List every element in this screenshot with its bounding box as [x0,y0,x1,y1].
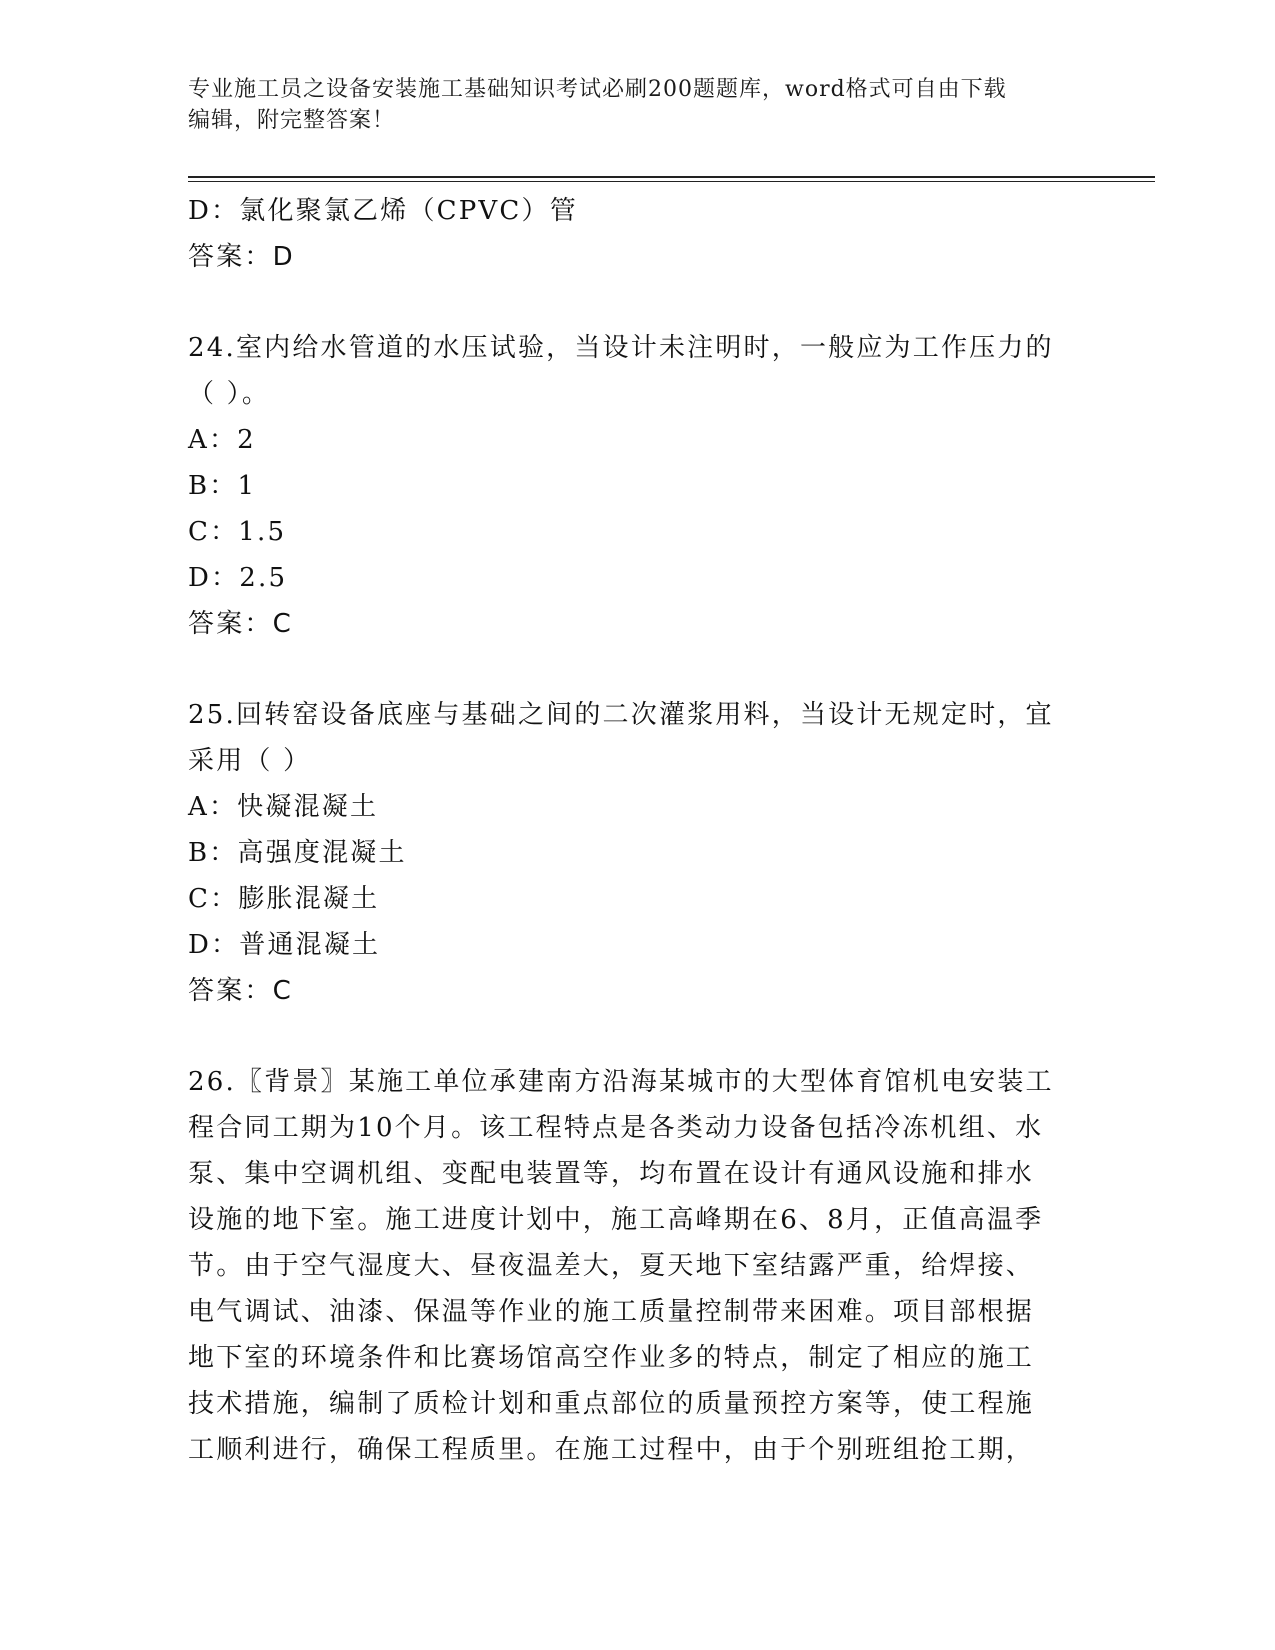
answer: 答案：C [188,609,293,639]
question-26 [188,1059,1088,1473]
header-rule-thin [188,181,1155,182]
question-stem-line: 24.室内给水管道的水压试验，当设计未注明时，一般应为工作压力的 [188,333,1054,363]
option-a: A：快凝混凝土 [188,792,379,822]
paragraph-line: 地下室的环境条件和比赛场馆高空作业多的特点，制定了相应的施工 [188,1343,1035,1373]
previous-question-tail [188,188,1088,280]
option-a: A：2 [188,425,256,455]
answer: 答案：D [188,242,295,272]
question-stem-line: 25.回转窑设备底座与基础之间的二次灌浆用料，当设计无规定时，宜 [188,700,1054,730]
spacer [188,280,1088,325]
option-d: D：2.5 [188,563,288,593]
header-line-1: 专业施工员之设备安装施工基础知识考试必刷200题题库，word格式可自由下载 [188,77,1007,102]
paragraph-line: 技术措施，编制了质检计划和重点部位的质量预控方案等，使工程施 [188,1389,1035,1419]
paragraph-line: 节。由于空气湿度大、昼夜温差大，夏天地下室结露严重，给焊接、 [188,1251,1035,1281]
option-c: C：1.5 [188,517,287,547]
paragraph-line: 泵、集中空调机组、变配电装置等，均布置在设计有通风设施和排水 [188,1159,1035,1189]
paragraph-line: 设施的地下室。施工进度计划中，施工高峰期在6、8月，正值高温季 [188,1205,1044,1235]
option-c: C：膨胀混凝土 [188,884,380,914]
question-stem-line: （ ）。 [188,379,271,409]
paragraph-line: 程合同工期为10个月。该工程特点是各类动力设备包括冷冻机组、水 [188,1113,1044,1143]
paragraph-line: 工顺利进行，确保工程质里。在施工过程中，由于个别班组抢工期， [188,1435,1035,1465]
paragraph-line: 26.〖背景〗某施工单位承建南方沿海某城市的大型体育馆机电安装工 [188,1067,1054,1097]
option-b: B：高强度混凝土 [188,838,407,868]
answer: 答案：C [188,976,293,1006]
header-rule-thick [188,176,1155,178]
option-d: D：普通混凝土 [188,930,381,960]
document-body [188,188,1088,1473]
question-stem-line: 采用（ ） [188,746,312,776]
question-24 [188,325,1088,647]
question-25 [188,692,1088,1014]
document-header [188,74,1078,136]
option-b: B：1 [188,471,257,501]
header-line-2: 编辑，附完整答案！ [188,108,396,133]
spacer [188,1014,1088,1059]
option-d: D：氯化聚氯乙烯（CPVC）管 [188,196,578,226]
paragraph-line: 电气调试、油漆、保温等作业的施工质量控制带来困难。项目部根据 [188,1297,1035,1327]
spacer [188,647,1088,692]
